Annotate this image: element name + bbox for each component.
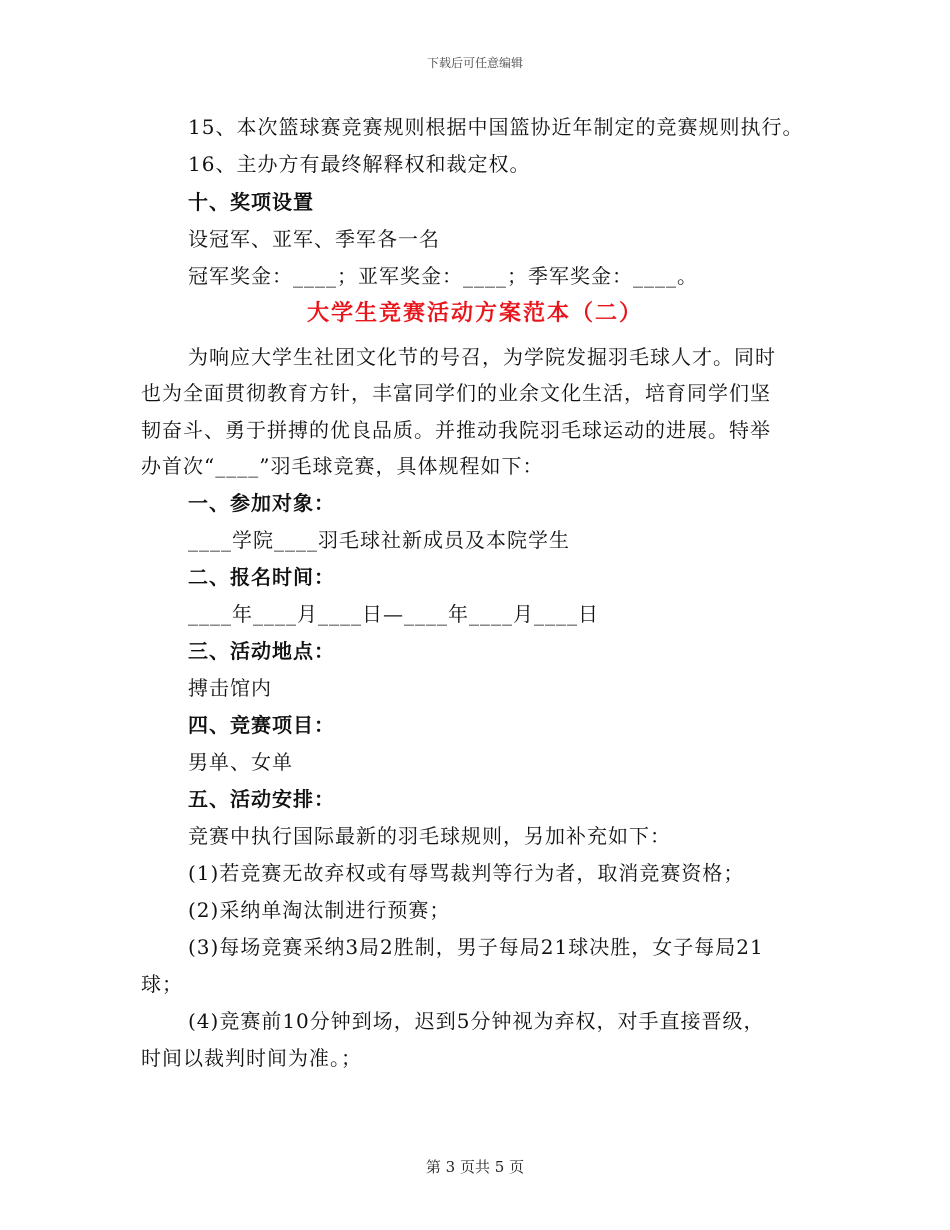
intro-line-2: 也为全面贯彻教育方针，丰富同学们的业余文化生活，培育同学们坚 bbox=[141, 381, 771, 405]
registration-text: ____年____月____日—____年____月____日 bbox=[188, 602, 599, 626]
registration-heading: 二、报名时间： bbox=[188, 565, 335, 589]
intro-line-1: 为响应大学生社团文化节的号召，为学院发掘羽毛球人才。同时 bbox=[188, 345, 776, 369]
schedule-heading: 五、活动安排： bbox=[188, 787, 335, 811]
page-number: 第 3 页共 5 页 bbox=[425, 1158, 525, 1176]
rule-3-line-2: 球； bbox=[141, 972, 183, 996]
rule-3-line-1: (3)每场竞赛采纳3局2胜制，男子每局21球决胜，女子每局21 bbox=[188, 935, 764, 959]
rule-2: (2)采纳单淘汰制进行预赛； bbox=[188, 898, 451, 922]
rule-4-line-1: (4)竞赛前10分钟到场，迟到5分钟视为弃权，对手直接晋级， bbox=[188, 1009, 765, 1033]
participants-text: ____学院____羽毛球社新成员及本院学生 bbox=[188, 528, 570, 552]
events-heading: 四、竞赛项目： bbox=[188, 713, 335, 737]
venue-text: 搏击馆内 bbox=[188, 676, 272, 700]
awards-heading: 十、奖项设置 bbox=[188, 190, 314, 214]
participants-heading: 一、参加对象： bbox=[188, 491, 335, 515]
page-header: 下载后可任意编辑 bbox=[426, 56, 523, 70]
rule-1: (1)若竞赛无故弃权或有辱骂裁判等行为者，取消竞赛资格； bbox=[188, 861, 745, 885]
venue-heading: 三、活动地点： bbox=[188, 639, 335, 663]
rule-item-16: 16、主办方有最终解释权和裁定权。 bbox=[188, 152, 531, 176]
schedule-intro: 竞赛中执行国际最新的羽毛球规则，另加补充如下： bbox=[188, 824, 671, 848]
awards-text: 设冠军、亚军、季军各一名 bbox=[188, 227, 440, 251]
intro-line-3: 韧奋斗、勇于拼搏的优良品质。并推动我院羽毛球运动的进展。特举 bbox=[141, 418, 771, 442]
document-title: 大学生竞赛活动方案范本（二） bbox=[306, 300, 643, 326]
rule-item-15: 15、本次篮球赛竞赛规则根据中国篮协近年制定的竞赛规则执行。 bbox=[188, 115, 804, 139]
intro-line-4: 办首次“____”羽毛球竞赛，具体规程如下： bbox=[141, 454, 544, 478]
rule-4-line-2: 时间以裁判时间为准。； bbox=[141, 1046, 362, 1070]
events-text: 男单、女单 bbox=[188, 750, 293, 774]
prize-amounts: 冠军奖金：____；亚军奖金：____；季军奖金：____。 bbox=[188, 264, 698, 288]
